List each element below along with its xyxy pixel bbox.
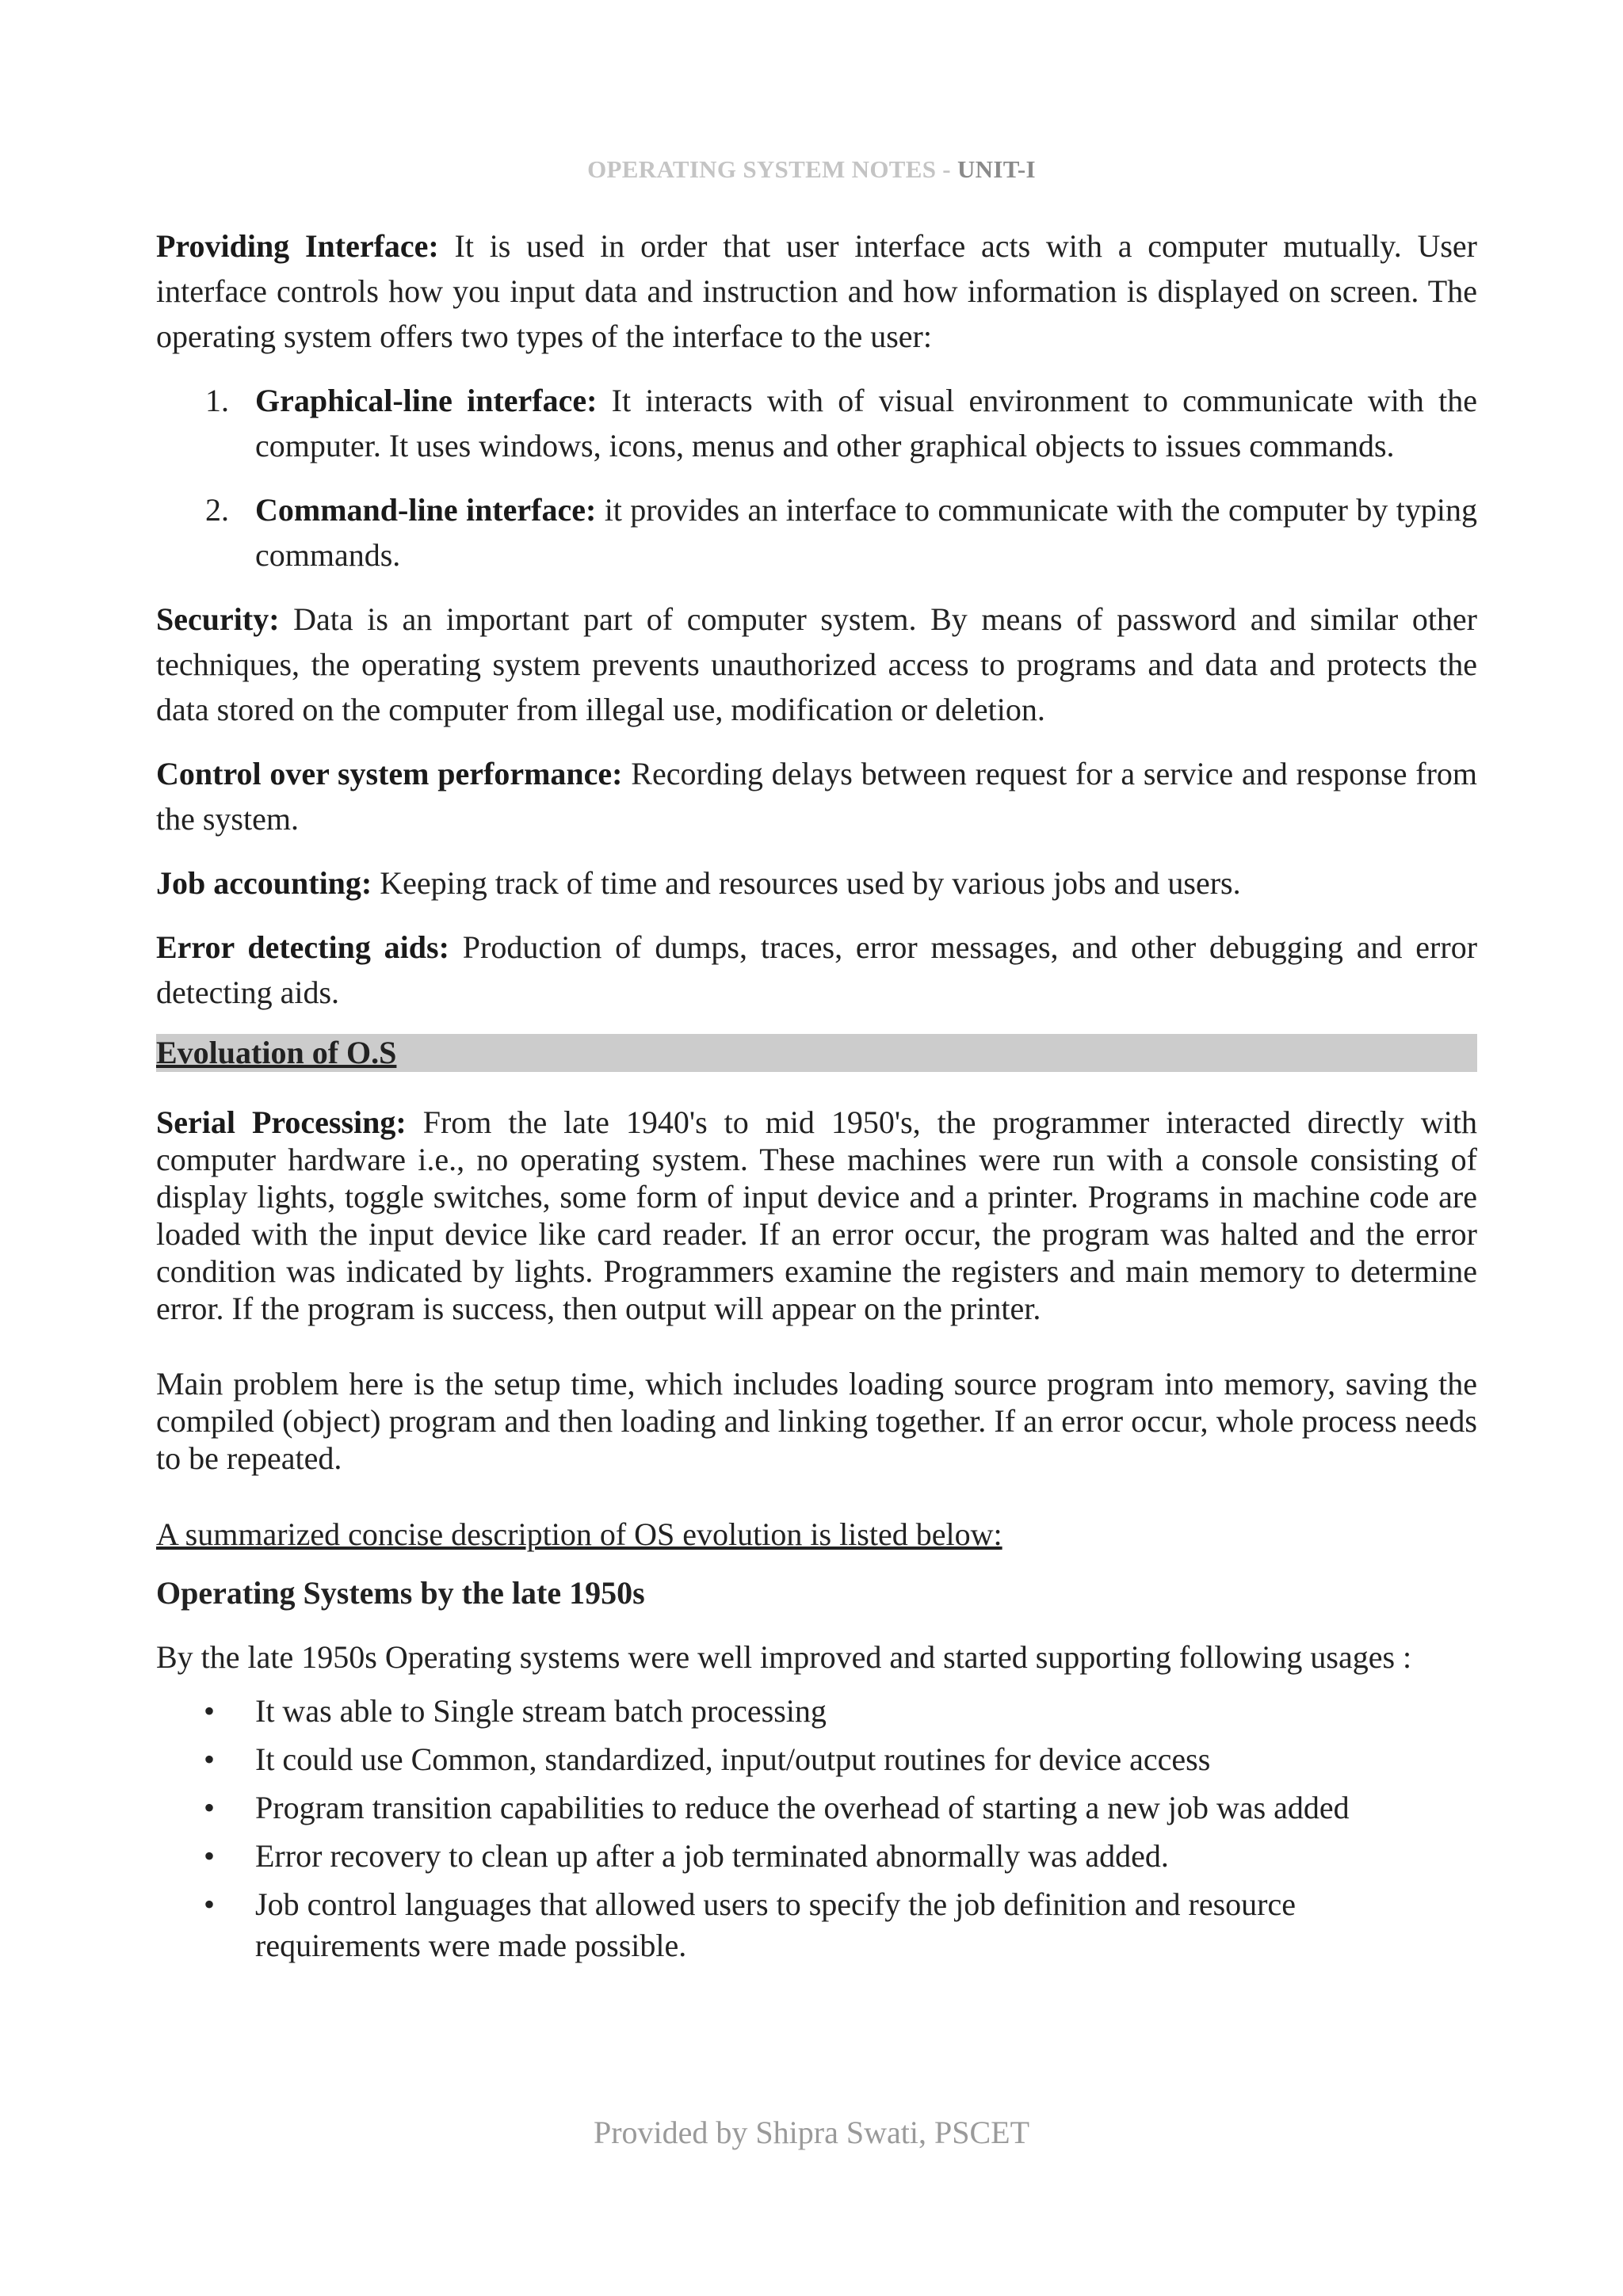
- security-paragraph: [156, 597, 1477, 732]
- serial-processing-paragraph: [156, 1104, 1477, 1327]
- late-1950s-list: [156, 1691, 1477, 1966]
- job-accounting-text: Keeping track of time and resources used by various jobs and users.: [380, 865, 1241, 901]
- interface-types-list: [156, 378, 1477, 578]
- list-item-text: It was able to Single stream batch processing: [255, 1693, 827, 1729]
- page-content: [156, 223, 1477, 1974]
- serial-processing-text: From the late 1940's to mid 1950's, the programmer interacted directly with computer hardware i.e., no operating system. These machines were run with a console consisting of display lights, toggle switches, some form of input device and a printer. Programs in machine code are loaded with the input device like card reader. If an error occur, the program was halted and the error condition was indicated by lights. Programmers examine the registers and main memory to determine error. If the program is success, then output will appear on the printer.: [156, 1104, 1478, 1326]
- job-accounting-label: Job accounting:: [156, 865, 372, 901]
- control-performance-text: Recording delays between request for a service and response from the system.: [156, 756, 1477, 837]
- list-number: 2.: [205, 492, 229, 528]
- graphical-interface-text: It interacts with of visual environment to communicate with the computer. It uses windows, icons, menus and other graphical objects to issues commands.: [255, 383, 1477, 463]
- late-1950s-intro: By the late 1950s Operating systems were well improved and started supporting following usages :: [156, 1639, 1412, 1675]
- serial-processing-label: Serial Processing:: [156, 1104, 407, 1140]
- list-item-text: Job control languages that allowed users to specify the job definition and resource requirements were made possible.: [255, 1886, 1296, 1963]
- providing-interface-paragraph: [156, 223, 1477, 359]
- list-item: [156, 487, 1477, 578]
- page-header: [0, 155, 1623, 184]
- error-aids-label: Error detecting aids:: [156, 929, 449, 965]
- error-aids-paragraph: [156, 925, 1477, 1015]
- list-item-text: Error recovery to clean up after a job terminated abnormally was added.: [255, 1838, 1169, 1874]
- job-accounting-paragraph: [156, 860, 1477, 906]
- list-item: [156, 378, 1477, 468]
- error-aids-text: Production of dumps, traces, error messages, and other debugging and error detecting aids.: [156, 929, 1478, 1010]
- evolution-section-heading: Evoluation of O.S: [156, 1034, 1477, 1072]
- bullet-icon: •: [204, 1790, 216, 1825]
- providing-interface-label: Providing Interface:: [156, 228, 439, 264]
- command-interface-label: Command-line interface:: [255, 492, 597, 528]
- bullet-icon: •: [204, 1693, 216, 1729]
- list-number: 1.: [205, 383, 229, 418]
- bullet-icon: •: [204, 1838, 216, 1874]
- control-performance-label: Control over system performance:: [156, 756, 623, 791]
- command-interface-text: it provides an interface to communicate with the computer by typing commands.: [255, 492, 1478, 573]
- main-problem-paragraph: Main problem here is the setup time, which includes loading source program into memory, saving the compiled (object) program and then loading and linking together. If an error occur, whole process needs to be repeated.: [156, 1366, 1477, 1476]
- list-item: [156, 1739, 1477, 1780]
- list-item: [156, 1787, 1477, 1829]
- security-text: Data is an important part of computer system. By means of password and similar other techniques, the operating system prevents unauthorized access to programs and data and protects the data stored on the computer from illegal use, modification or deletion.: [156, 601, 1478, 727]
- list-item-text: It could use Common, standardized, input/output routines for device access: [255, 1741, 1211, 1777]
- header-unit: UNIT-I: [957, 155, 1036, 183]
- bullet-icon: •: [204, 1886, 216, 1922]
- list-item: [156, 1691, 1477, 1732]
- page-footer: Provided by Shipra Swati, PSCET: [593, 2115, 1030, 2150]
- list-item: [156, 1836, 1477, 1877]
- bullet-icon: •: [204, 1741, 216, 1777]
- header-title: OPERATING SYSTEM NOTES -: [587, 155, 951, 183]
- control-performance-paragraph: [156, 751, 1477, 841]
- list-item: [156, 1884, 1477, 1966]
- providing-interface-text: It is used in order that user interface acts with a computer mutually. User interface controls how you input data and instruction and how information is displayed on screen. The operating system offers two types of the interface to the user:: [156, 228, 1477, 354]
- late-1950s-heading: Operating Systems by the late 1950s: [156, 1575, 645, 1611]
- list-item-text: Program transition capabilities to reduce the overhead of starting a new job was added: [255, 1790, 1350, 1825]
- summary-intro: A summarized concise description of OS evolution is listed below:: [156, 1516, 1002, 1552]
- security-label: Security:: [156, 601, 280, 637]
- graphical-interface-label: Graphical-line interface:: [255, 383, 598, 418]
